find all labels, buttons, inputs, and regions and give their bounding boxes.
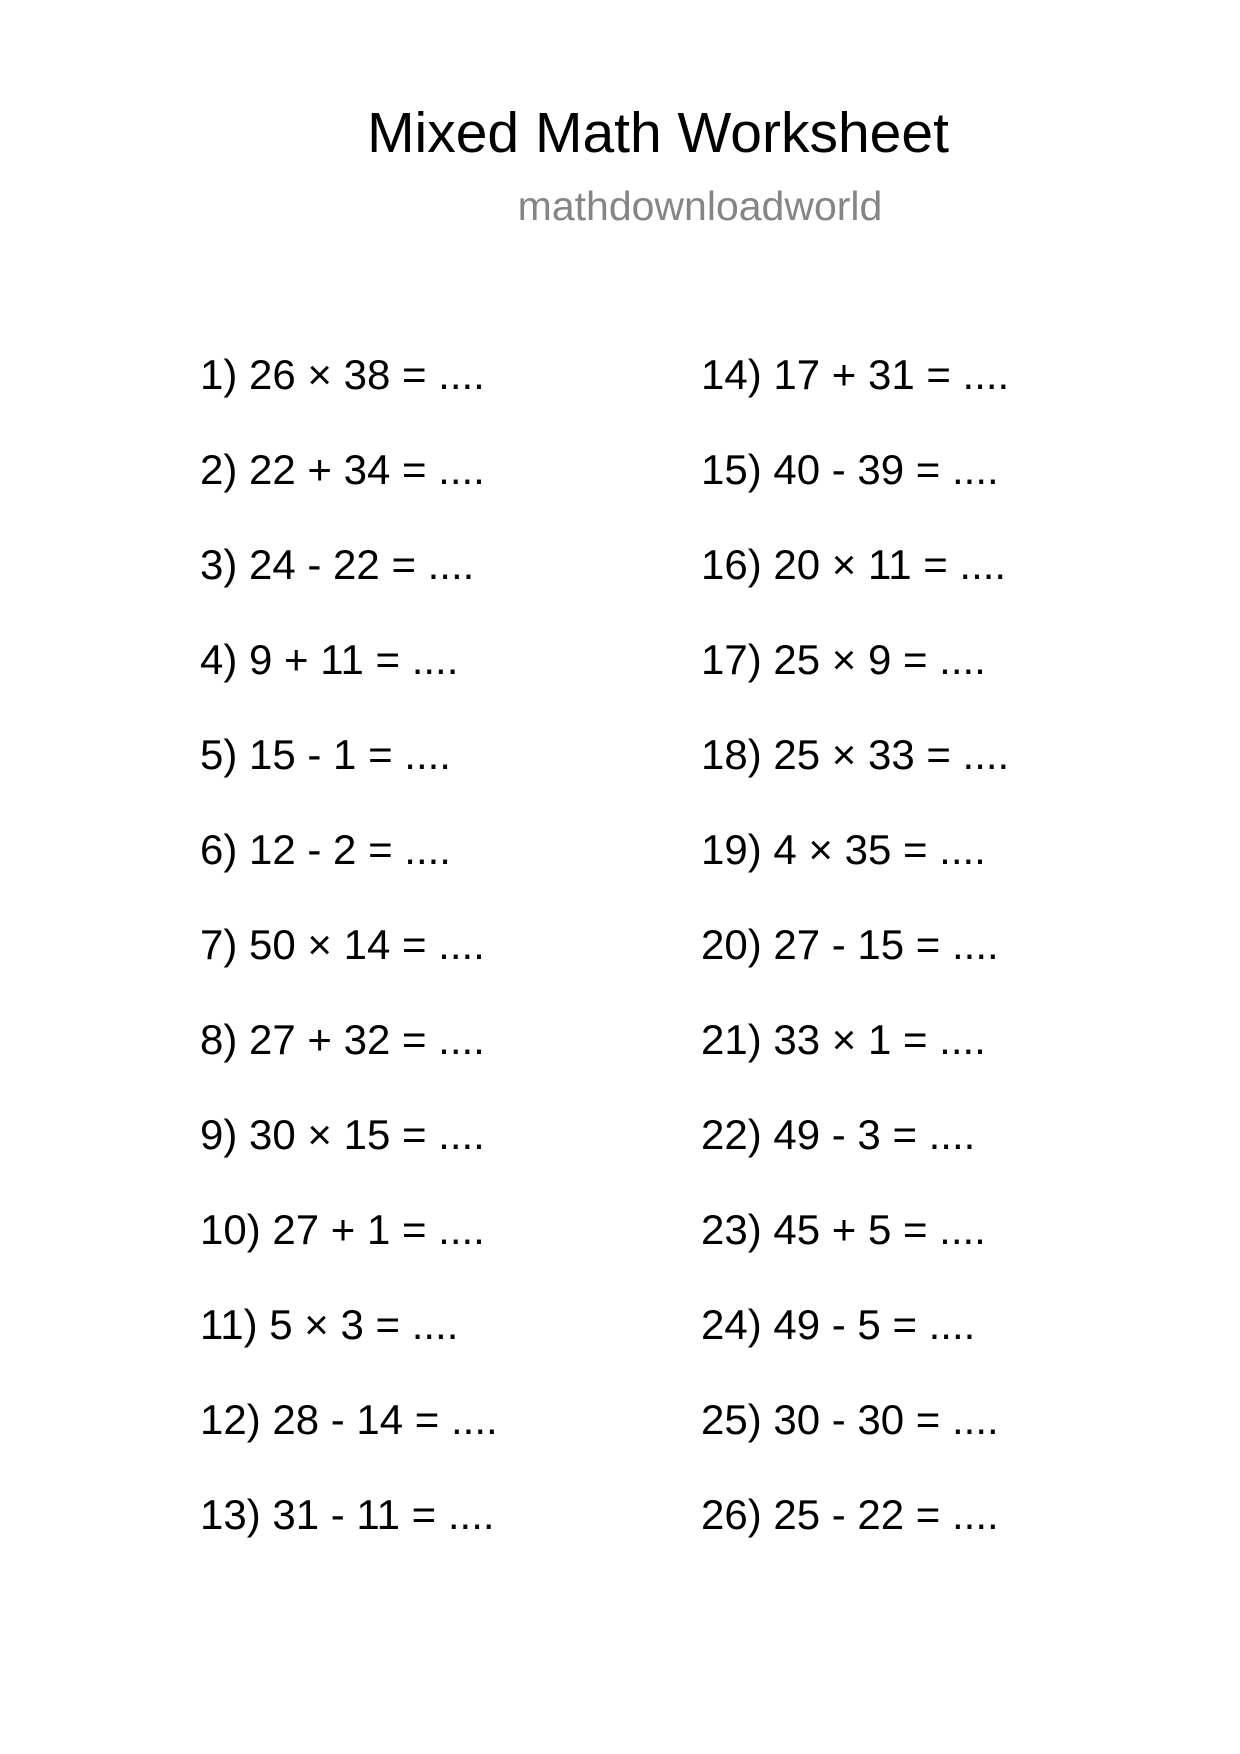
problem-item: 11) 5 × 3 = .... <box>200 1301 459 1348</box>
problem-item: 22) 49 - 3 = .... <box>701 1111 976 1158</box>
problem-item: 19) 4 × 35 = .... <box>701 826 986 873</box>
problem-item: 1) 26 × 38 = .... <box>200 351 485 398</box>
problem-item: 23) 45 + 5 = .... <box>701 1206 986 1253</box>
problem-item: 25) 30 - 30 = .... <box>701 1396 999 1443</box>
problem-item: 17) 25 × 9 = .... <box>701 636 986 683</box>
problem-item: 20) 27 - 15 = .... <box>701 921 999 968</box>
problem-item: 15) 40 - 39 = .... <box>701 446 999 493</box>
problem-item: 10) 27 + 1 = .... <box>200 1206 485 1253</box>
page-subtitle: mathdownloadworld <box>517 183 883 229</box>
problem-item: 12) 28 - 14 = .... <box>200 1396 498 1443</box>
problem-item: 16) 20 × 11 = .... <box>701 541 1007 588</box>
problem-item: 14) 17 + 31 = .... <box>701 351 1010 398</box>
problem-item: 2) 22 + 34 = .... <box>200 446 485 493</box>
problem-item: 6) 12 - 2 = .... <box>200 826 451 873</box>
problem-item: 7) 50 × 14 = .... <box>200 921 485 968</box>
problem-item: 9) 30 × 15 = .... <box>200 1111 485 1158</box>
problem-item: 3) 24 - 22 = .... <box>200 541 475 588</box>
problem-item: 5) 15 - 1 = .... <box>200 731 451 778</box>
page-title: Mixed Math Worksheet <box>367 101 949 165</box>
problem-item: 24) 49 - 5 = .... <box>701 1301 976 1348</box>
problem-item: 4) 9 + 11 = .... <box>200 636 459 683</box>
problem-item: 21) 33 × 1 = .... <box>701 1016 986 1063</box>
problem-item: 8) 27 + 32 = .... <box>200 1016 485 1063</box>
problem-item: 18) 25 × 33 = .... <box>701 731 1010 778</box>
problem-item: 26) 25 - 22 = .... <box>701 1491 999 1538</box>
problem-list-right <box>701 350 1009 1585</box>
problem-item: 13) 31 - 11 = .... <box>200 1491 495 1538</box>
problem-list-left <box>200 350 498 1585</box>
